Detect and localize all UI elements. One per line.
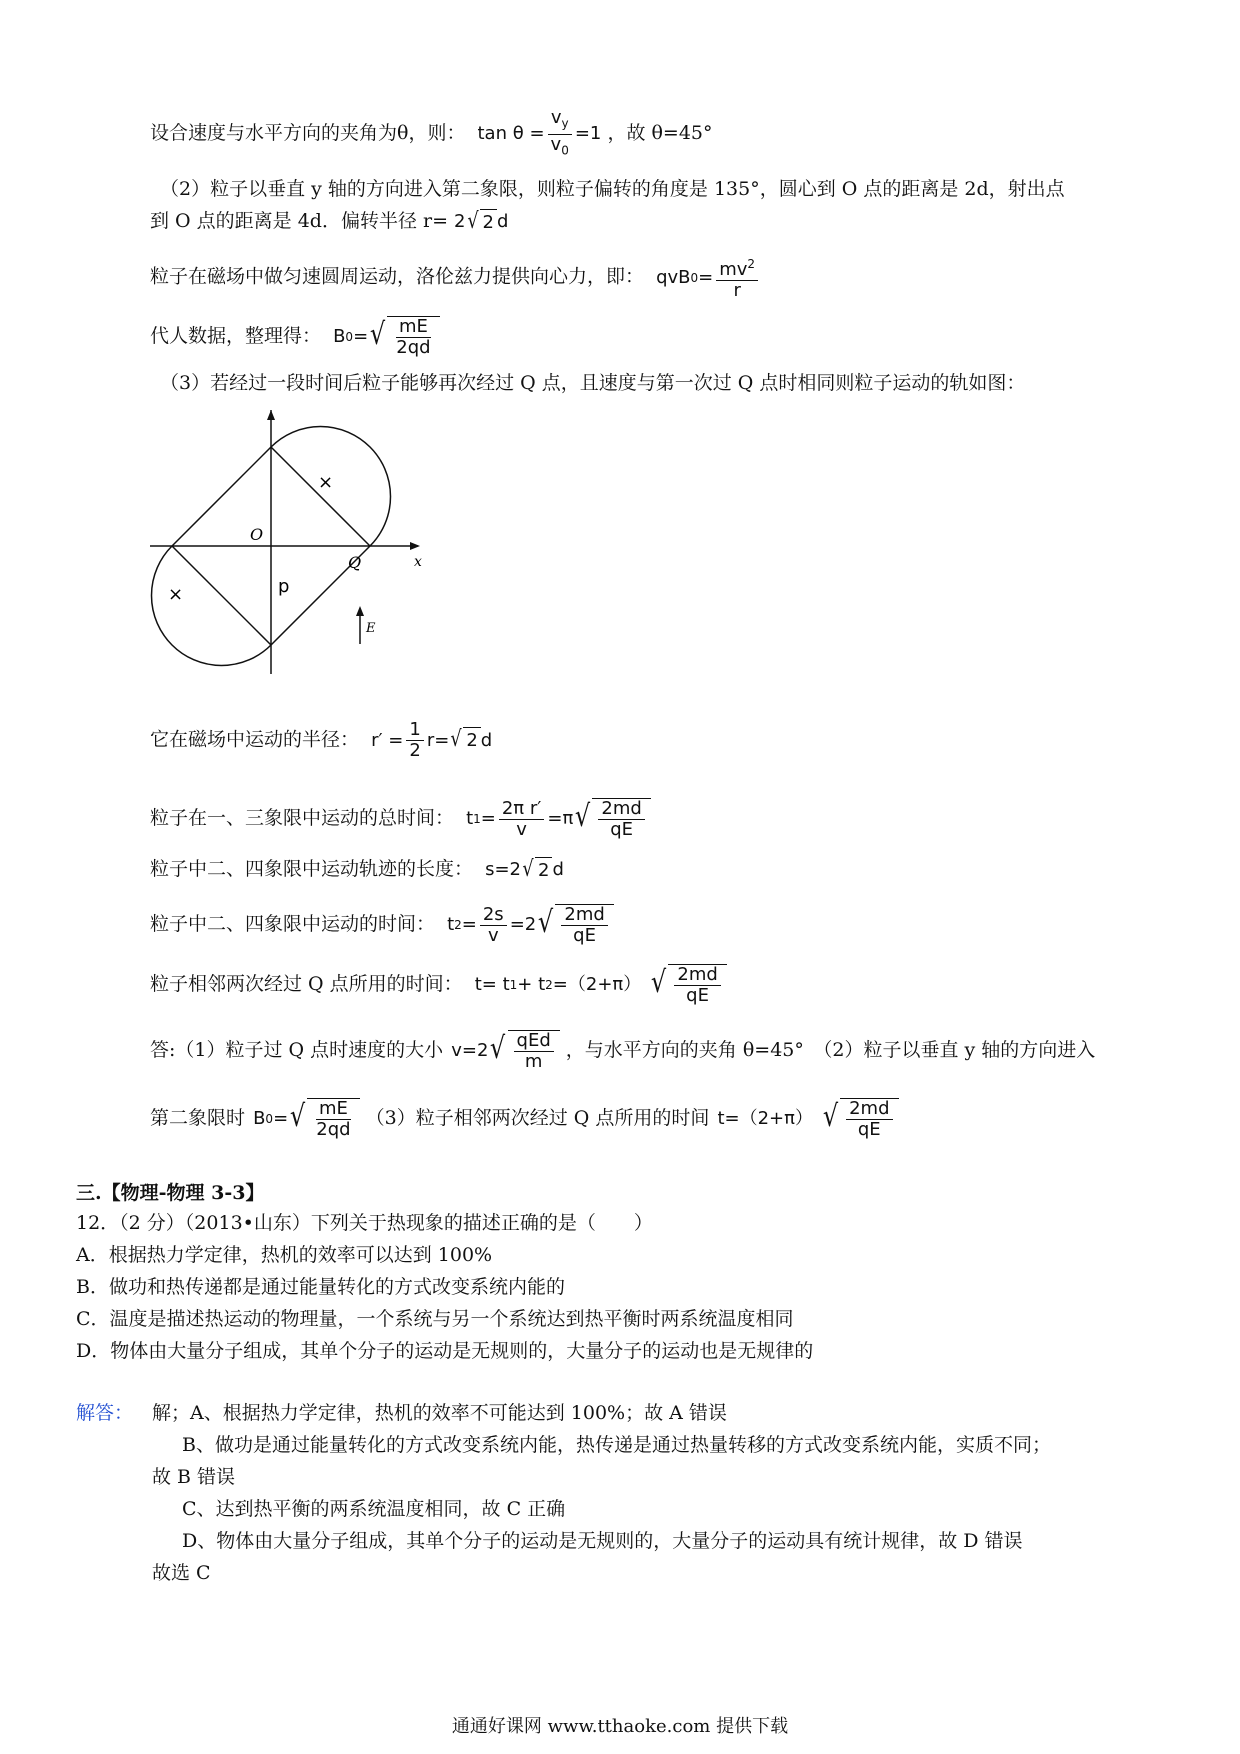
text-line: （3）若经过一段时间后粒子能够再次经过 Q 点，且速度与第一次过 Q 点时相同则粒子运动的轨如图： — [160, 372, 1026, 394]
origin-label: O — [250, 525, 264, 544]
electric-field-label: E — [366, 621, 376, 636]
x-axis-label: x — [414, 554, 422, 570]
text-line: 到 O 点的距离是 4d．偏转半径 r= 2 √ 2 d — [150, 208, 509, 234]
answer-line: B、做功是通过能量转化的方式改变系统内能，热传递是通过热量转移的方式改变系统内能，实质不同； — [182, 1434, 1051, 1456]
question-stem: 12．（2 分）（2013•山东）下列关于热现象的描述正确的是（ ） — [76, 1212, 653, 1234]
text-line: 粒子中二、四象限中运动轨迹的长度： s=2 √ 2 d — [150, 856, 564, 882]
electric-field-arrowhead — [356, 606, 364, 616]
point-p-label: p — [278, 576, 290, 597]
trajectory-figure — [150, 410, 430, 680]
magnetic-field-cross: × — [168, 584, 184, 605]
chord-line — [172, 546, 271, 645]
option-b: B．做功和热传递都是通过能量转化的方式改变系统内能的 — [76, 1276, 565, 1298]
text-line: （2）粒子以垂直 y 轴的方向进入第二象限，则粒子偏转的角度是 135°，圆心到 O 点的距离是 2d，射出点 — [160, 178, 1065, 200]
formula-t1: t 1 = $\frac{\text{2π r′}}{v}$ =π √ $\frac{2md}{qE}$ — [466, 798, 651, 840]
page-footer: 通通好课网 www.tthaoke.com 提供下载 — [451, 1716, 789, 1737]
chord-line — [271, 447, 370, 546]
text-line: 代人数据，整理得： B 0 = √ $\frac{mE}{2qd}$ — [150, 316, 440, 358]
text-line: 设合速度与水平方向的夹角为θ，则： tan θ = $\frac{v_y}{v_0}$ =1 ，故 θ=45° — [150, 108, 713, 160]
answer-line: 故 B 错误 — [152, 1466, 236, 1488]
formula-v: v=2 √ $\frac{\text{qEd}}{m}$ — [451, 1030, 560, 1072]
answer-line: 故选 C — [152, 1562, 211, 1584]
arc-third-quadrant — [151, 546, 271, 666]
text-line: 粒子中二、四象限中运动的时间： t 2 = $\frac{2s}{v}$ =2 √ $\frac{2md}{qE}$ — [150, 904, 614, 946]
formula-s: s=2 √ 2 d — [485, 856, 564, 882]
text-line: 粒子在磁场中做匀速圆周运动，洛伦兹力提供向心力，即： qvB 0 = $\frac{mv^2}{r}$ — [150, 254, 761, 301]
formula-t2: t 2 = $\frac{2s}{v}$ =2 √ $\frac{2md}{qE}$ — [447, 904, 614, 946]
magnetic-field-cross: × — [318, 472, 334, 493]
section-heading: 三.【物理-物理 3-3】 — [76, 1182, 265, 1204]
answer-line: 解；A、根据热力学定律，热机的效率不可能达到 100%；故 A 错误 — [152, 1402, 727, 1424]
answer-line: C、达到热平衡的两系统温度相同，故 C 正确 — [182, 1498, 566, 1520]
option-a: A．根据热力学定律，热机的效率可以达到 100% — [76, 1244, 493, 1266]
formula-b0: B 0 = √ $\frac{mE}{2qd}$ — [333, 316, 440, 358]
answer-label: 解答： — [76, 1402, 134, 1424]
x-axis-arrow — [410, 542, 420, 550]
y-axis-arrow — [267, 410, 275, 420]
text-line: 粒子相邻两次经过 Q 点所用的时间： t= t 1 + t 2 =（2+π） √ $\frac{2md}{qE}$ — [150, 964, 727, 1006]
option-d: D．物体由大量分子组成，其单个分子的运动是无规则的，大量分子的运动也是无规律的 — [76, 1340, 814, 1362]
formula-radius: 2 √ 2 d — [454, 208, 509, 234]
text-line: 第二象限时 B 0 = √ $\frac{mE}{2qd}$ （3）粒子相邻两次经过 Q 点所用的时间 t=（2+π） √ $\frac{2md}{qE}$ — [150, 1098, 899, 1140]
formula-lorentz: qvB 0 = $\frac{mv^2}{r}$ — [656, 254, 761, 301]
option-c: C．温度是描述热运动的物理量，一个系统与另一个系统达到热平衡时两系统温度相同 — [76, 1308, 794, 1330]
formula-tan: tan θ = $\frac{v_y}{v_0}$ =1 — [477, 107, 602, 158]
point-q-label: Q — [348, 553, 362, 572]
answer-line: D、物体由大量分子组成，其单个分子的运动是无规则的，大量分子的运动具有统计规律，故 D 错误 — [182, 1530, 1023, 1552]
formula-t-total: t= t 1 + t 2 =（2+π） √ $\frac{2md}{qE}$ — [475, 964, 727, 1006]
text-line: 答:（1）粒子过 Q 点时速度的大小 v=2 √ $\frac{\text{qEd}}{m}$ ，与水平方向的夹角 θ=45° （2）粒子以垂直 y 轴的方向进入 — [150, 1030, 1096, 1072]
formula-b0-answer: B 0 = √ $\frac{mE}{2qd}$ — [253, 1098, 360, 1140]
text-line: 它在磁场中运动的半径： r′ = $\frac{1}{2}$ r= √ 2 d — [150, 719, 493, 761]
formula-t-answer: t=（2+π） √ $\frac{2md}{qE}$ — [717, 1098, 898, 1140]
formula-new-radius: r′ = $\frac{1}{2}$ r= √ 2 d — [371, 719, 493, 761]
text-line: 粒子在一、三象限中运动的总时间： t 1 = $\frac{\text{2π r′}}{v}$ =π √ $\frac{2md}{qE}$ — [150, 798, 651, 840]
